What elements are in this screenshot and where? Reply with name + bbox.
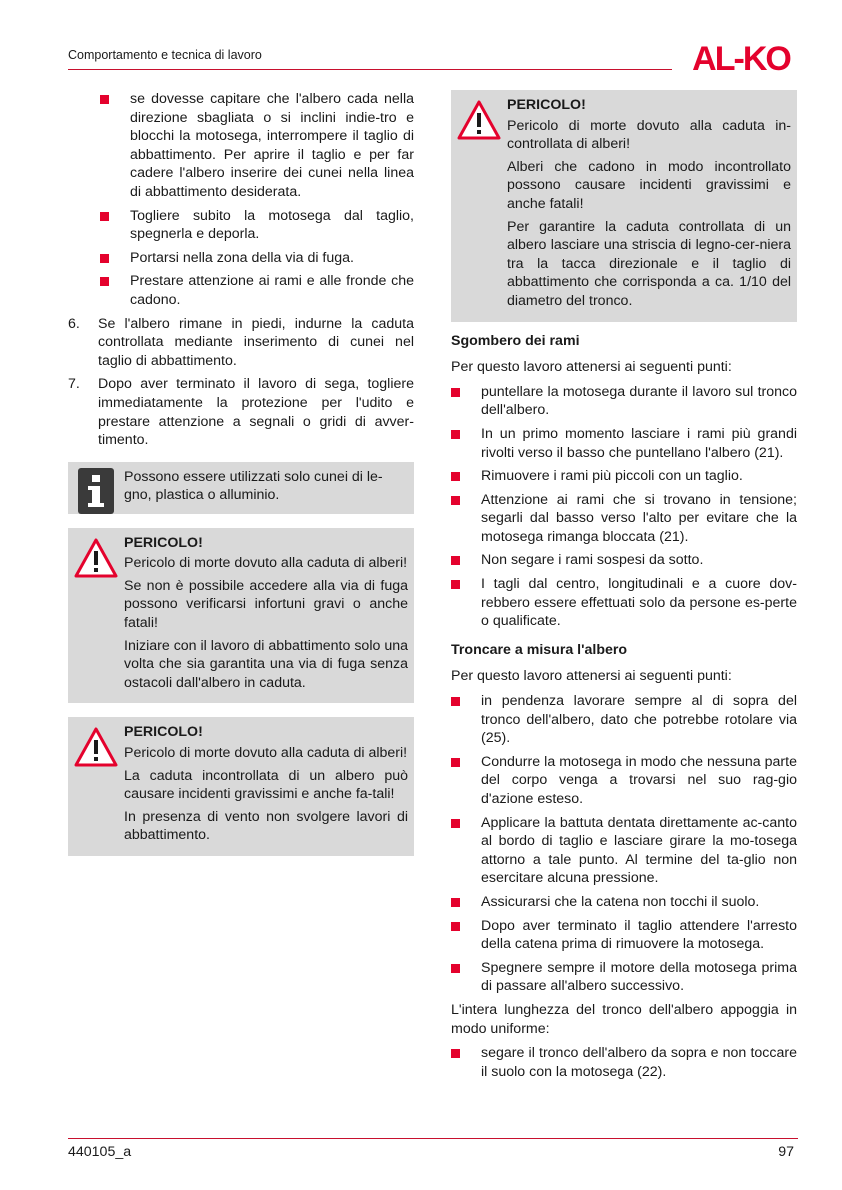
bullet-square-icon <box>451 964 460 973</box>
list-item: Portarsi nella zona della via di fuga. <box>68 249 414 268</box>
bullet-square-icon <box>451 819 460 828</box>
warning-triangle-icon <box>74 538 118 578</box>
left-column <box>68 90 414 856</box>
numbered-steps <box>68 315 414 450</box>
danger-box <box>68 528 414 704</box>
list-item: Togliere subito la motosega dal taglio, spegnerla e deporla. <box>68 207 414 244</box>
list-item: puntellare la motosega durante il lavoro sul tronco dell'albero. <box>451 383 797 420</box>
bullet-square-icon <box>100 254 109 263</box>
list-item: segare il tronco dell'albero da sopra e non toccare il suolo con la motosega (22). <box>451 1044 797 1081</box>
bullet-square-icon <box>100 212 109 221</box>
bullet-square-icon <box>451 898 460 907</box>
trunk-support-list <box>451 1044 797 1081</box>
step-item: 6. Se l'albero rimane in piedi, indurne la caduta controllata mediante inserimento di cunei nel taglio di abbattimento. <box>68 315 414 369</box>
danger-text: Iniziare con il lavoro di abbattimento solo una volta che sia garantita una via di fuga senza ostacoli dall'albero in caduta. <box>124 637 408 691</box>
bullet-square-icon <box>451 758 460 767</box>
danger-text: Per garantire la caduta controllata di un albero lasciare una striscia di legno-cer-niera tra la tacca direzionale e il taglio di abbattimento che corrisponda a ca. 1/10 del diametro del tronco. <box>507 218 791 309</box>
list-item: Attenzione ai rami che si trovano in tensione; segarli dal basso verso l'alto per evitare che la motosega rimanga bloccata (21). <box>451 491 797 547</box>
bullet-square-icon <box>100 95 109 104</box>
bullet-square-icon <box>451 697 460 706</box>
danger-text: La caduta incontrollata di un albero può causare incidenti gravissimi e anche fa-tali! <box>124 767 408 803</box>
danger-text: Alberi che cadono in modo incontrollato possono causare incidenti gravissimi e anche fatali! <box>507 158 791 212</box>
list-item: Applicare la battuta dentata direttamente ac-canto al bordo di taglio e lasciare girare la mo-tosega attorno a tale punto. Al termine del ta-glio non esercitare alcuna pressione. <box>451 814 797 888</box>
danger-title: PERICOLO! <box>124 534 203 551</box>
list-item: I tagli dal centro, longitudinali e a cuore dov-rebbero essere effettuati solo da persone es-perte o qualificate. <box>451 575 797 631</box>
left-bullet-list <box>68 90 414 310</box>
bucking-list <box>451 692 797 996</box>
info-note-box <box>68 462 414 514</box>
danger-text: Pericolo di morte dovuto alla caduta di alberi! <box>124 745 408 762</box>
danger-text: Pericolo di morte dovuto alla caduta di alberi! <box>124 555 408 572</box>
list-item: Dopo aver terminato il taglio attendere l'arresto della catena prima di rimuovere la motosega. <box>451 917 797 954</box>
danger-box <box>68 717 414 856</box>
section-heading: Troncare a misura l'albero <box>451 641 628 658</box>
list-item: Rimuovere i rami più piccoli con un taglio. <box>451 467 797 486</box>
danger-text: Se non è possibile accedere alla via di fuga possono verificarsi infortuni gravi o anche fatali! <box>124 577 408 632</box>
danger-box <box>451 90 797 322</box>
danger-title: PERICOLO! <box>507 97 586 113</box>
bullet-square-icon <box>451 922 460 931</box>
list-item: Non segare i rami sospesi da sotto. <box>451 551 797 570</box>
bullet-square-icon <box>451 496 460 505</box>
step-item: 7. Dopo aver terminato il lavoro di sega, togliere immediatamente la protezione per l'udito e prestare attenzione a segnali o gridi di avver-timento. <box>68 376 414 449</box>
list-item: In un primo momento lasciare i rami più grandi rivolti verso il basso che puntellano l'albero (21). <box>451 425 797 462</box>
info-note-text: Possono essere utilizzati solo cunei di le-gno, plastica o alluminio. <box>124 468 383 504</box>
list-item: se dovesse capitare che l'albero cada nella direzione sbagliata o si inclini indie-tro e blocchi la motosega, interrompere il taglio di abbattimento. Per aprire il taglio e per far cadere l'albero inserire dei cunei nella linea di abbattimento desiderata. <box>68 90 414 202</box>
list-item: in pendenza lavorare sempre al di sopra del tronco dell'albero, dato che potrebbe rotolare via (25). <box>451 692 797 748</box>
list-item: Assicurarsi che la catena non tocchi il suolo. <box>451 893 797 912</box>
bullet-square-icon <box>100 277 109 286</box>
bullet-square-icon <box>451 1049 460 1058</box>
bullet-square-icon <box>451 430 460 439</box>
list-item: Prestare attenzione ai rami e alle fronde che cadono. <box>68 272 414 309</box>
bullet-square-icon <box>451 388 460 397</box>
svg-text:AL-KO: AL-KO <box>692 40 790 76</box>
section-intro: Per questo lavoro attenersi ai seguenti punti: <box>451 359 732 376</box>
document-id: 440105_a <box>68 1144 132 1160</box>
bullet-square-icon <box>451 472 460 481</box>
danger-text: In presenza di vento non svolgere lavori di abbattimento. <box>124 808 408 844</box>
right-column <box>451 90 797 1086</box>
bullet-square-icon <box>451 580 460 589</box>
warning-triangle-icon <box>74 727 118 767</box>
bullet-square-icon <box>451 556 460 565</box>
header-rule <box>68 69 672 70</box>
danger-text: Pericolo di morte dovuto alla caduta in-controllata di alberi! <box>507 117 791 153</box>
warning-triangle-icon <box>457 100 501 140</box>
section-heading: Sgombero dei rami <box>451 332 580 349</box>
alko-logo <box>682 40 800 76</box>
header-title: Comportamento e tecnica di lavoro <box>68 48 262 62</box>
info-icon <box>78 468 114 514</box>
danger-title: PERICOLO! <box>124 724 203 741</box>
section-intro: Per questo lavoro attenersi ai seguenti punti: <box>451 668 732 685</box>
branch-removal-list <box>451 383 797 631</box>
list-item: Spegnere sempre il motore della motosega prima di passare all'albero successivo. <box>451 959 797 996</box>
section-outro: L'intera lunghezza del tronco dell'albero appoggia in modo uniforme: <box>451 1001 797 1037</box>
page-number: 97 <box>778 1144 794 1160</box>
footer-rule <box>68 1138 798 1139</box>
list-item: Condurre la motosega in modo che nessuna parte del corpo venga a trovarsi nel suo rag-gio d'azione esteso. <box>451 753 797 809</box>
